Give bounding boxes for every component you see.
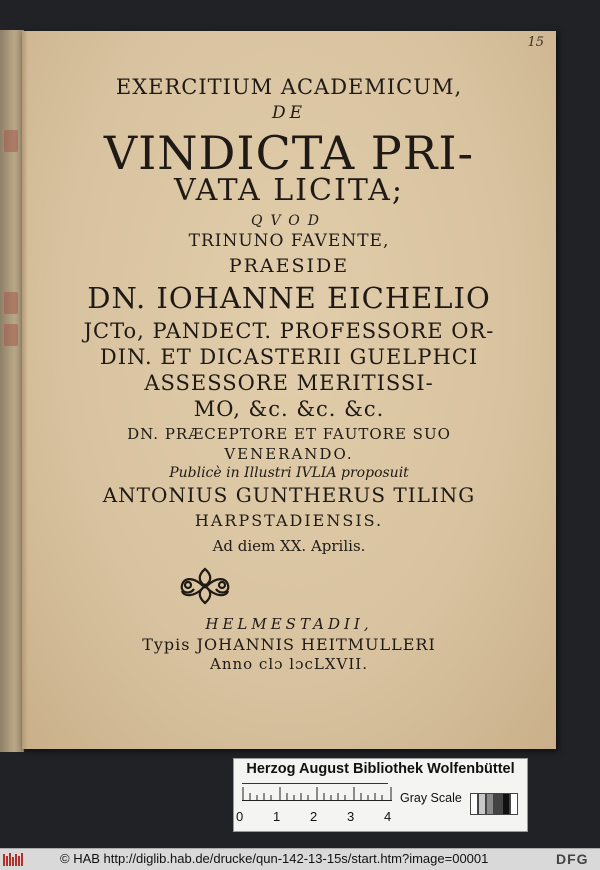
title-line: VENERANDO. (224, 445, 354, 463)
gray-swatch (486, 793, 494, 815)
hab-logo-icon (3, 852, 25, 867)
ruler-number: 0 (236, 809, 244, 824)
main-title-line: VATA LICITA; (174, 173, 404, 208)
folio-number: 15 (527, 35, 544, 50)
ruler-number: 3 (347, 809, 355, 824)
previous-page-mark (4, 292, 18, 314)
title-line: JCTo, PANDECT. PROFESSORE OR- (83, 319, 495, 343)
ruler-number: 4 (384, 809, 392, 824)
praeses-name: DN. IOHANNE EICHELIO (87, 281, 491, 315)
title-line: MO, &c. &c. &c. (193, 397, 385, 421)
title-line: TRINUNO FAVENTE, (188, 231, 390, 251)
imprint-place: HELMESTADII, (205, 615, 373, 633)
label-divider (242, 783, 388, 784)
title-line: HARPSTADIENSIS. (194, 511, 384, 530)
title-page (22, 31, 556, 749)
previous-page-mark (4, 130, 18, 152)
gray-swatch (502, 793, 510, 815)
title-line: QVOD (250, 213, 328, 229)
dfg-logo: DFG (556, 851, 589, 867)
ruler-number: 2 (310, 809, 318, 824)
date-line: Ad diem XX. Aprilis. (212, 537, 366, 555)
footer-copyright-url[interactable]: © HAB http://diglib.hab.de/drucke/qun-142-13-15s/start.htm?image=00001 (60, 851, 489, 866)
printers-ornament-icon (176, 565, 234, 607)
gray-swatch (478, 793, 486, 815)
imprint-year: Anno clɔ lɔcLXVII. (209, 655, 368, 673)
ruler-number: 1 (273, 809, 281, 824)
title-line: EXERCITIUM ACADEMICUM, (115, 75, 463, 99)
title-line: Publicè in Illustri IVLIA proposuit (169, 465, 409, 481)
gray-swatch (510, 793, 518, 815)
respondent-name: ANTONIUS GUNTHERUS TILING (102, 483, 476, 507)
ruler-scale-icon (242, 785, 392, 801)
gray-swatch (470, 793, 478, 815)
title-line: DIN. ET DICASTERII GUELPHCI (99, 345, 479, 369)
title-line: ASSESSORE MERITISSI- (144, 371, 434, 395)
previous-page-mark (4, 324, 18, 346)
gray-scale-label: Gray Scale (400, 791, 462, 805)
previous-page-edge (0, 30, 24, 752)
title-line: DE (271, 103, 307, 123)
imprint-printer: Typis JOHANNIS HEITMULLERI (142, 635, 436, 654)
title-line: DN. PRÆCEPTORE ET FAUTORE SUO (127, 425, 451, 443)
library-name: Herzog August Bibliothek Wolfenbüttel (246, 761, 515, 777)
library-color-target (233, 758, 528, 832)
ruler-numbers (236, 809, 421, 824)
footer-bar (0, 848, 600, 870)
gray-swatch (494, 793, 502, 815)
title-line: PRAESIDE (228, 255, 350, 277)
main-title-line: VINDICTA PRI- (103, 126, 475, 180)
